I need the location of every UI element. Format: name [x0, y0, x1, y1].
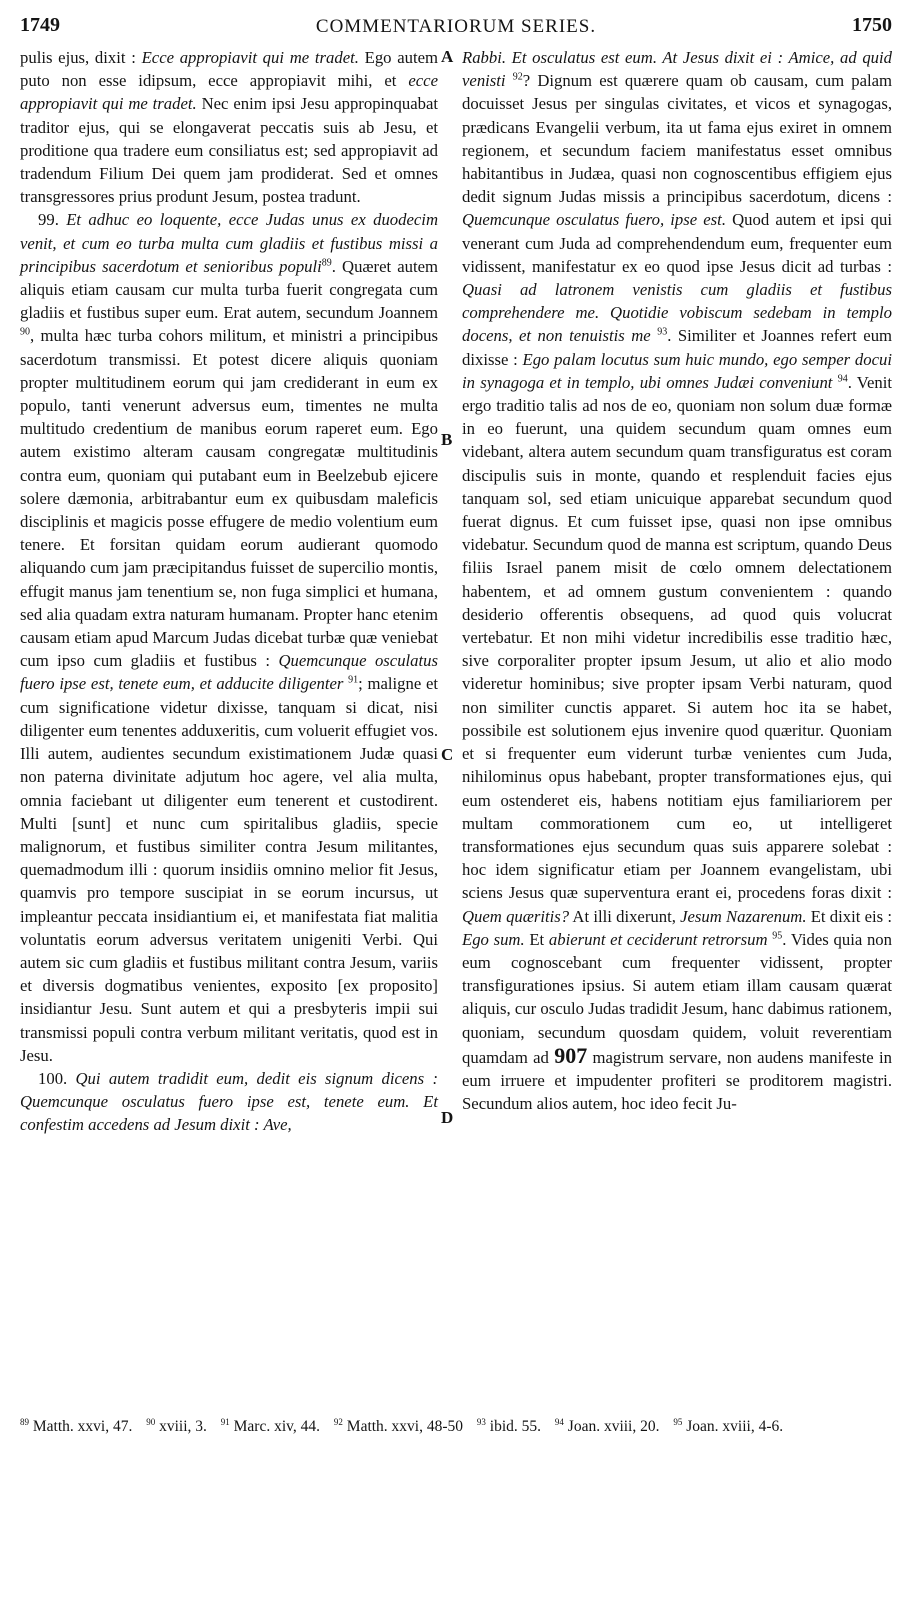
margin-letter-b: B	[441, 430, 453, 449]
footnote-95: $^{95}$ Joan. xviii, 4-6.	[673, 1417, 784, 1436]
footnote-93: $^{93}$ ibid. 55.	[476, 1417, 542, 1436]
paragraph-99: 99. Et adhuc eo loquente, ecce Judas unus ex duodecim venit, et cum eo turba multa cum gladiis et fustibus missi a principibus sacerdotum et senioribus populi$^{89}$. Quæret autem aliquis etiam causam cur multa turba fuerit congregata cum gladiis et fustibus super eum. Erat autem, secundum Joannem $^{90}$, multa hæc turba cohors militum, et ministri a principibus sacerdotum transmissi. Et potest dicere aliquis quoniam propter multitudinem eorum qui jam crediderant in eum ex populo, tanti venerunt adversus eum, timentes ne multa multitudo credentium de manibus eorum raperet eum. Ego autem existimo alteram causam congregatæ multitudinis contra eum, quoniam qui putabant eum in Beelzebub ejicere solere dæmonia, arbitrabantur eum ex quibusdam maleficis disciplinis et magicis posse effugere de medio volentium eum tenere. Et forsitan quidam eorum audierant quomodo aliquando cum jam præcipitandus fuisset de supercilio montis, effugit manus jam tenentium se, non fuga simplici et humana, sed alia quadam extra naturam humanam. Propter hanc etenim causam etiam apud Marcum Judas dicebat turbæ quæ veniebat cum ipso cum gladiis et fustibus : Quemcunque osculatus fuero ipse est, tenete eum, et adducite diligenter $^{91}$; maligne et cum significatione videtur dixisse, tanquam si dicat, nisi diligenter eum tenentes adduxeritis, cum voluerit effugiet vos. Illi autem, audientes secundum existimationem Judæ quasi non paterna divinitate adjutum hoc agere, vel alia multa, omnia faciebant ut diligenter eum tenerent et custodirent. Multi [sunt] et nunc cum spiritalibus gladiis, specie malignorum, et fustibus similiter contra Jesum militantes, quemadmodum illi : quorum insidiis omnino melior fit Jesus, quamvis pro tempore suscipiat in se eorum incursus, ut impleantur peccata insidiantium ei, et manifestata fiat malitia voluntatis eorum adversus veritatem unigeniti Verbi. Qui autem sic cum gladiis et fustibus militant contra Jesum, variis et diversis dogmatibus venientes, exposito [ex proposito] insidiantur Jesu. Sunt autem et qui a presbyteris impii sui transmissi populi contra verbum militant veritatis, quod est in Jesu.	[20, 210, 438, 1065]
page-header	[20, 14, 892, 40]
footnote-90: $^{90}$ xviii, 3.	[146, 1417, 207, 1436]
paragraph-100-cont: Rabbi. Et osculatus est eum. At Jesus dixit ei : Amice, ad quid venisti $^{92}$? Dignum est quærere quam ob causam, cum palam docuisset Jesus per singulas civitates, et vicos et synagogas, prædicans Evangelii verbum, ita ut fama ejus exiret in omnem regionem, et secundum faciem manifestatus esset omnibus habitantibus in Judæa, quasi non cognoscentibus effigiem ejus dedit signum Judas missis a principibus sacerdotum, dicens : Quemcunque osculatus fuero, ipse est. Quod autem et ipsi qui venerant cum Juda ad comprehendendum eum, frequenter eum vidissent, manifestatur ex eo quod ipse Jesus dicit ad turbas : Quasi ad latronem venistis cum gladiis et fustibus comprehendere me. Quotidie vobiscum sedebam in templo docens, et non tenuistis me $^{93}$. Similiter et Joannes refert eum dixisse : Ego palam locutus sum huic mundo, ego semper docui in synagoga et in templo, ubi omnes Judæi conveniunt $^{94}$. Venit ergo traditio talis ad nos de eo, quoniam non solum duæ formæ in eo fuerunt, una quidem secundum quam omnes eum videbant, altera autem secundum quam transfiguratus est coram discipulis suis in monte, quando et resplenduit facies ejus tanquam sol, sed etiam unicuique apparebat secundum quod fuerat dignus. Et cum fuisset ipse, quasi non ipse omnibus videbatur. Secundum quod de manna est scriptum, quando Deus filiis Israel panem misit de cœlo omnem delectationem habentem, et ad omnem gustum convenientem : quando desiderio offerentis obsequens, ad quod quis volucrat vertebatur. Et non mihi videtur incredibilis esse traditio hæc, sive corporaliter propter ipsum Jesum, ut alio et alio modo videretur hominibus; sive propter ipsam Verbi naturam, quod non similiter cunctis apparet. Si autem hoc ita se habet, possibile est solutionem ejus invenire quod quæritur. Quoniam et si frequenter eum viderunt turbæ venientes cum Juda, nihilominus opus habebant, propter transformationes ejus, qui eum ostenderet eis, habens notitiam ejus familiariorem per multam commorationem cum eo, ut intelligeret transformationes ejus secundum quas suis apparere solebat : hoc idem significatur etiam per Joannem evangelistam, ubi sciens Jesus quæ superventura erant ei, procedens foras dixit : Quem quæritis? At illi dixerunt, Jesum Nazarenum. Et dixit eis : Ego sum. Et abierunt et ceciderunt retrorsum $^{95}$. Vides quia non eum cognoscebant cum frequenter vidissent, propter transfigurationes ipsius. Si autem etiam illam causam quærat aliquis, cur osculo Judas tradidit Jesum, hanc dabimus rationem, quoniam, secundum quosdam quidem, voluit reverentiam quamdam ad 907 magistrum servare, non audens manifeste in eum irruere et impudenter profiteri se proditorem magistri. Secundum alios autem, hoc ideo fecit Ju-	[462, 48, 893, 1114]
section-number: 100.	[38, 1068, 68, 1088]
margin-letter-a: A	[441, 47, 454, 66]
footnote-ref: 91	[348, 674, 359, 686]
footnote-94: $^{94}$ Joan. xviii, 20.	[554, 1417, 660, 1436]
running-title: COMMENTARIORUM SERIES.	[315, 16, 597, 37]
paragraph-100: 100. Qui autem tradidit eum, dedit eis signum dicens : Quemcunque osculatus fuero ipse est, tenete eum. Et confestim accedens ad Jesum dixit : Ave,	[20, 1068, 438, 1135]
section-number: 99.	[38, 210, 59, 230]
right-page-number: 1750	[852, 14, 892, 36]
footnote-ref: 92	[512, 71, 523, 83]
footnote-ref: 94	[837, 373, 848, 385]
left-column	[20, 46, 438, 1137]
footnote-89: $^{89}$ Matth. xxvi, 47.	[20, 1417, 133, 1436]
footnote-92: $^{92}$ Matth. xxvi, 48-50	[333, 1417, 464, 1436]
footnote-ref: 89	[321, 257, 332, 269]
footnote-ref: 90	[20, 326, 30, 338]
footnote-91: $^{91}$ Marc. xiv, 44.	[220, 1417, 321, 1436]
footnote-ref: 93	[657, 326, 668, 338]
left-page-number: 1749	[20, 14, 60, 36]
footnotes	[20, 1412, 892, 1437]
column-number: 907	[554, 1042, 588, 1068]
paragraph-98-end: pulis ejus, dixit : Ecce appropiavit qui me tradet. Ego autem puto non esse idipsum, ecce appropiavit mihi, et ecce appropiavit qui me tradet. Nec enim ipsi Jesu appropinquabat traditor ejus, qui se elongaverat peccatis suis ab Jesu, et proditione qua tradere eum consiliatus est; sed appropiavit ad tradendum Filium Dei quem jam prodiderat. Sed et omnes transgressores prius produnt Jesum, postea tradunt.	[20, 48, 438, 207]
right-column	[462, 46, 892, 1115]
footnote-ref: 95	[772, 930, 783, 942]
margin-letter-d: D	[441, 1108, 454, 1127]
margin-letter-c: C	[441, 745, 454, 764]
